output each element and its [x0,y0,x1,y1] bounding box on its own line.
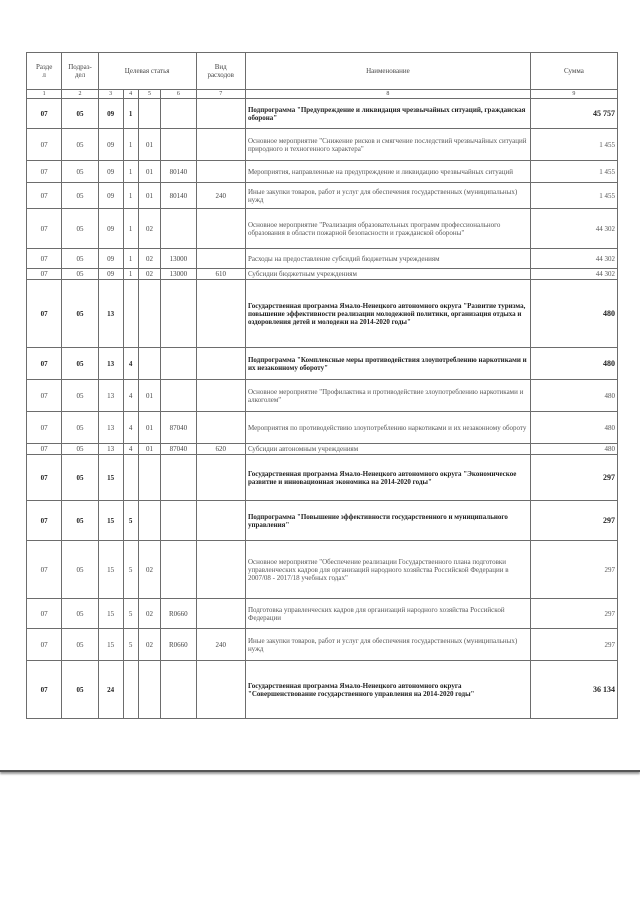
column-number: 7 [196,90,245,99]
header-razdel: Разде л [27,53,62,90]
target-part-cell: 15 [98,629,123,661]
target-part-cell [138,661,160,719]
vid-rashodov-cell [196,501,245,541]
target-part-cell: 02 [138,541,160,599]
sum-cell: 297 [530,541,617,599]
target-code-cell [161,129,196,161]
target-part-cell: 01 [138,161,160,183]
target-code-cell [161,501,196,541]
vid-rashodov-cell [196,599,245,629]
sum-cell: 44 302 [530,209,617,249]
razdel-cell: 07 [27,412,62,444]
target-part-cell: 02 [138,209,160,249]
target-part-cell: 5 [123,541,138,599]
podrazdel-cell: 05 [62,269,98,280]
target-part-cell: 09 [98,209,123,249]
table-row [27,444,618,455]
table-row [27,129,618,161]
target-code-cell: 87040 [161,444,196,455]
razdel-cell: 07 [27,541,62,599]
sum-cell: 45 757 [530,99,617,129]
sum-cell: 480 [530,444,617,455]
target-part-cell: 02 [138,599,160,629]
name-cell: Мероприятия по противодействию злоупотреблению наркотиками и их незаконному обороту [245,412,530,444]
table-row [27,348,618,380]
target-part-cell: 4 [123,380,138,412]
podrazdel-cell: 05 [62,661,98,719]
target-part-cell: 01 [138,183,160,209]
target-part-cell [138,348,160,380]
table-row [27,380,618,412]
target-part-cell: 09 [98,183,123,209]
target-part-cell: 1 [123,129,138,161]
name-cell: Подпрограмма "Предупреждение и ликвидация чрезвычайных ситуаций, гражданская оборона" [245,99,530,129]
sum-cell: 36 134 [530,661,617,719]
podrazdel-cell: 05 [62,629,98,661]
table-row [27,455,618,501]
name-cell: Подпрограмма "Комплексные меры противодействия злоупотреблению наркотиками и их незаконному обороту" [245,348,530,380]
podrazdel-cell: 05 [62,380,98,412]
sum-cell: 480 [530,348,617,380]
header-target-article: Целевая статья [98,53,196,90]
podrazdel-cell: 05 [62,501,98,541]
header-name: Наименование [245,53,530,90]
vid-rashodov-cell [196,455,245,501]
table-row [27,541,618,599]
target-part-cell: 02 [138,249,160,269]
target-part-cell: 09 [98,99,123,129]
target-part-cell: 01 [138,444,160,455]
target-part-cell: 09 [98,129,123,161]
sum-cell: 1 455 [530,129,617,161]
target-code-cell: R0660 [161,629,196,661]
target-part-cell [138,280,160,348]
table-row [27,249,618,269]
name-cell: Основное мероприятие "Обеспечение реализации Государственного плана подготовки управленческих кадров для организаций народного хозяйства Российской Федерации в 2007/08 - 2017/18 учебных годах" [245,541,530,599]
table-row [27,629,618,661]
podrazdel-cell: 05 [62,99,98,129]
table-row [27,501,618,541]
target-code-cell: 13000 [161,249,196,269]
razdel-cell: 07 [27,599,62,629]
vid-rashodov-cell [196,209,245,249]
podrazdel-cell: 05 [62,183,98,209]
razdel-cell: 07 [27,161,62,183]
podrazdel-cell: 05 [62,455,98,501]
column-number: 8 [245,90,530,99]
target-code-cell [161,661,196,719]
vid-rashodov-cell [196,280,245,348]
sum-cell: 297 [530,455,617,501]
target-part-cell: 01 [138,380,160,412]
vid-rashodov-cell: 240 [196,629,245,661]
table-row [27,269,618,280]
target-part-cell: 15 [98,501,123,541]
sum-cell: 480 [530,280,617,348]
vid-rashodov-cell [196,412,245,444]
vid-rashodov-cell [196,249,245,269]
target-part-cell: 4 [123,348,138,380]
target-part-cell: 09 [98,269,123,280]
target-part-cell: 01 [138,412,160,444]
column-number: 1 [27,90,62,99]
header-sum: Сумма [530,53,617,90]
header-vid-rashodov: Вид расходов [196,53,245,90]
table-row [27,99,618,129]
name-cell: Субсидии бюджетным учреждениям [245,269,530,280]
target-part-cell: 24 [98,661,123,719]
podrazdel-cell: 05 [62,280,98,348]
table-row [27,599,618,629]
target-code-cell: 80140 [161,161,196,183]
podrazdel-cell: 05 [62,412,98,444]
target-part-cell [123,455,138,501]
name-cell: Государственная программа Ямало-Ненецкого автономного округа "Совершенствование государственного управления на 2014-2020 годы" [245,661,530,719]
target-code-cell [161,99,196,129]
target-part-cell: 09 [98,161,123,183]
table-row [27,661,618,719]
vid-rashodov-cell: 610 [196,269,245,280]
column-number: 5 [138,90,160,99]
name-cell: Государственная программа Ямало-Ненецкого автономного округа "Экономическое развитие и инновационная экономика на 2014-2020 годы" [245,455,530,501]
target-part-cell: 15 [98,541,123,599]
podrazdel-cell: 05 [62,249,98,269]
target-code-cell: 87040 [161,412,196,444]
target-part-cell: 1 [123,161,138,183]
sum-cell: 297 [530,501,617,541]
target-part-cell: 13 [98,444,123,455]
target-part-cell [123,280,138,348]
target-part-cell: 1 [123,209,138,249]
sum-cell: 480 [530,412,617,444]
razdel-cell: 07 [27,661,62,719]
table-row [27,209,618,249]
razdel-cell: 07 [27,348,62,380]
target-part-cell: 5 [123,629,138,661]
podrazdel-cell: 05 [62,161,98,183]
target-part-cell: 01 [138,129,160,161]
column-number-row [27,90,618,99]
target-code-cell: 13000 [161,269,196,280]
sum-cell: 44 302 [530,269,617,280]
target-part-cell: 1 [123,269,138,280]
target-part-cell: 5 [123,599,138,629]
column-number: 6 [161,90,196,99]
target-part-cell: 15 [98,599,123,629]
razdel-cell: 07 [27,249,62,269]
target-part-cell [138,455,160,501]
target-part-cell: 13 [98,348,123,380]
razdel-cell: 07 [27,455,62,501]
razdel-cell: 07 [27,380,62,412]
table-row [27,161,618,183]
name-cell: Основное мероприятие "Снижение рисков и смягчение последствий чрезвычайных ситуаций природного и техногенного характера" [245,129,530,161]
header-podrazdel: Подраз- дел [62,53,98,90]
target-part-cell: 1 [123,249,138,269]
table-row [27,183,618,209]
name-cell: Подпрограмма "Повышение эффективности государственного и муниципального управления" [245,501,530,541]
razdel-cell: 07 [27,501,62,541]
target-part-cell [138,501,160,541]
podrazdel-cell: 05 [62,209,98,249]
target-code-cell: R0660 [161,599,196,629]
table-row [27,412,618,444]
target-part-cell: 13 [98,412,123,444]
table-row [27,280,618,348]
name-cell: Иные закупки товаров, работ и услуг для обеспечения государственных (муниципальных) нужд [245,183,530,209]
target-part-cell: 1 [123,99,138,129]
target-part-cell: 4 [123,444,138,455]
vid-rashodov-cell [196,348,245,380]
sum-cell: 480 [530,380,617,412]
razdel-cell: 07 [27,629,62,661]
target-part-cell: 02 [138,629,160,661]
podrazdel-cell: 05 [62,348,98,380]
vid-rashodov-cell: 620 [196,444,245,455]
target-code-cell [161,541,196,599]
target-part-cell: 4 [123,412,138,444]
budget-table [26,52,618,719]
target-code-cell [161,348,196,380]
target-part-cell [138,99,160,129]
target-part-cell [123,661,138,719]
vid-rashodov-cell [196,541,245,599]
target-code-cell [161,209,196,249]
name-cell: Основное мероприятие "Профилактика и противодействие злоупотреблению наркотиками и алкоголем" [245,380,530,412]
target-part-cell: 13 [98,380,123,412]
vid-rashodov-cell [196,661,245,719]
target-part-cell: 1 [123,183,138,209]
table-body [27,99,618,719]
vid-rashodov-cell [196,129,245,161]
sum-cell: 297 [530,599,617,629]
sum-cell: 297 [530,629,617,661]
vid-rashodov-cell [196,161,245,183]
razdel-cell: 07 [27,280,62,348]
column-number: 4 [123,90,138,99]
target-part-cell: 13 [98,280,123,348]
budget-table-container [26,52,618,719]
target-part-cell: 09 [98,249,123,269]
podrazdel-cell: 05 [62,599,98,629]
razdel-cell: 07 [27,183,62,209]
column-number: 2 [62,90,98,99]
podrazdel-cell: 05 [62,444,98,455]
name-cell: Государственная программа Ямало-Ненецкого автономного округа "Развитие туризма, повышение эффективности реализации молодежной политики, организация отдыха и оздоровления детей и молодежи на 2014-2020 годы" [245,280,530,348]
podrazdel-cell: 05 [62,541,98,599]
column-number: 9 [530,90,617,99]
target-code-cell [161,380,196,412]
name-cell: Подготовка управленческих кадров для организаций народного хозяйства Российской Федерации [245,599,530,629]
sum-cell: 1 455 [530,161,617,183]
name-cell: Основное мероприятие "Реализация образовательных программ профессионального образования в области пожарной безопасности и гражданской обороны" [245,209,530,249]
razdel-cell: 07 [27,129,62,161]
razdel-cell: 07 [27,269,62,280]
target-part-cell: 15 [98,455,123,501]
razdel-cell: 07 [27,444,62,455]
target-part-cell: 02 [138,269,160,280]
vid-rashodov-cell: 240 [196,183,245,209]
name-cell: Мероприятия, направленные на предупреждение и ликвидацию чрезвычайных ситуаций [245,161,530,183]
header-row [27,53,618,90]
sum-cell: 44 302 [530,249,617,269]
name-cell: Иные закупки товаров, работ и услуг для обеспечения государственных (муниципальных) нужд [245,629,530,661]
podrazdel-cell: 05 [62,129,98,161]
target-part-cell: 5 [123,501,138,541]
vid-rashodov-cell [196,380,245,412]
razdel-cell: 07 [27,99,62,129]
name-cell: Расходы на предоставление субсидий бюджетным учреждениям [245,249,530,269]
name-cell: Субсидии автономным учреждениям [245,444,530,455]
sum-cell: 1 455 [530,183,617,209]
target-code-cell [161,455,196,501]
column-number: 3 [98,90,123,99]
vid-rashodov-cell [196,99,245,129]
target-code-cell: 80140 [161,183,196,209]
razdel-cell: 07 [27,209,62,249]
target-code-cell [161,280,196,348]
